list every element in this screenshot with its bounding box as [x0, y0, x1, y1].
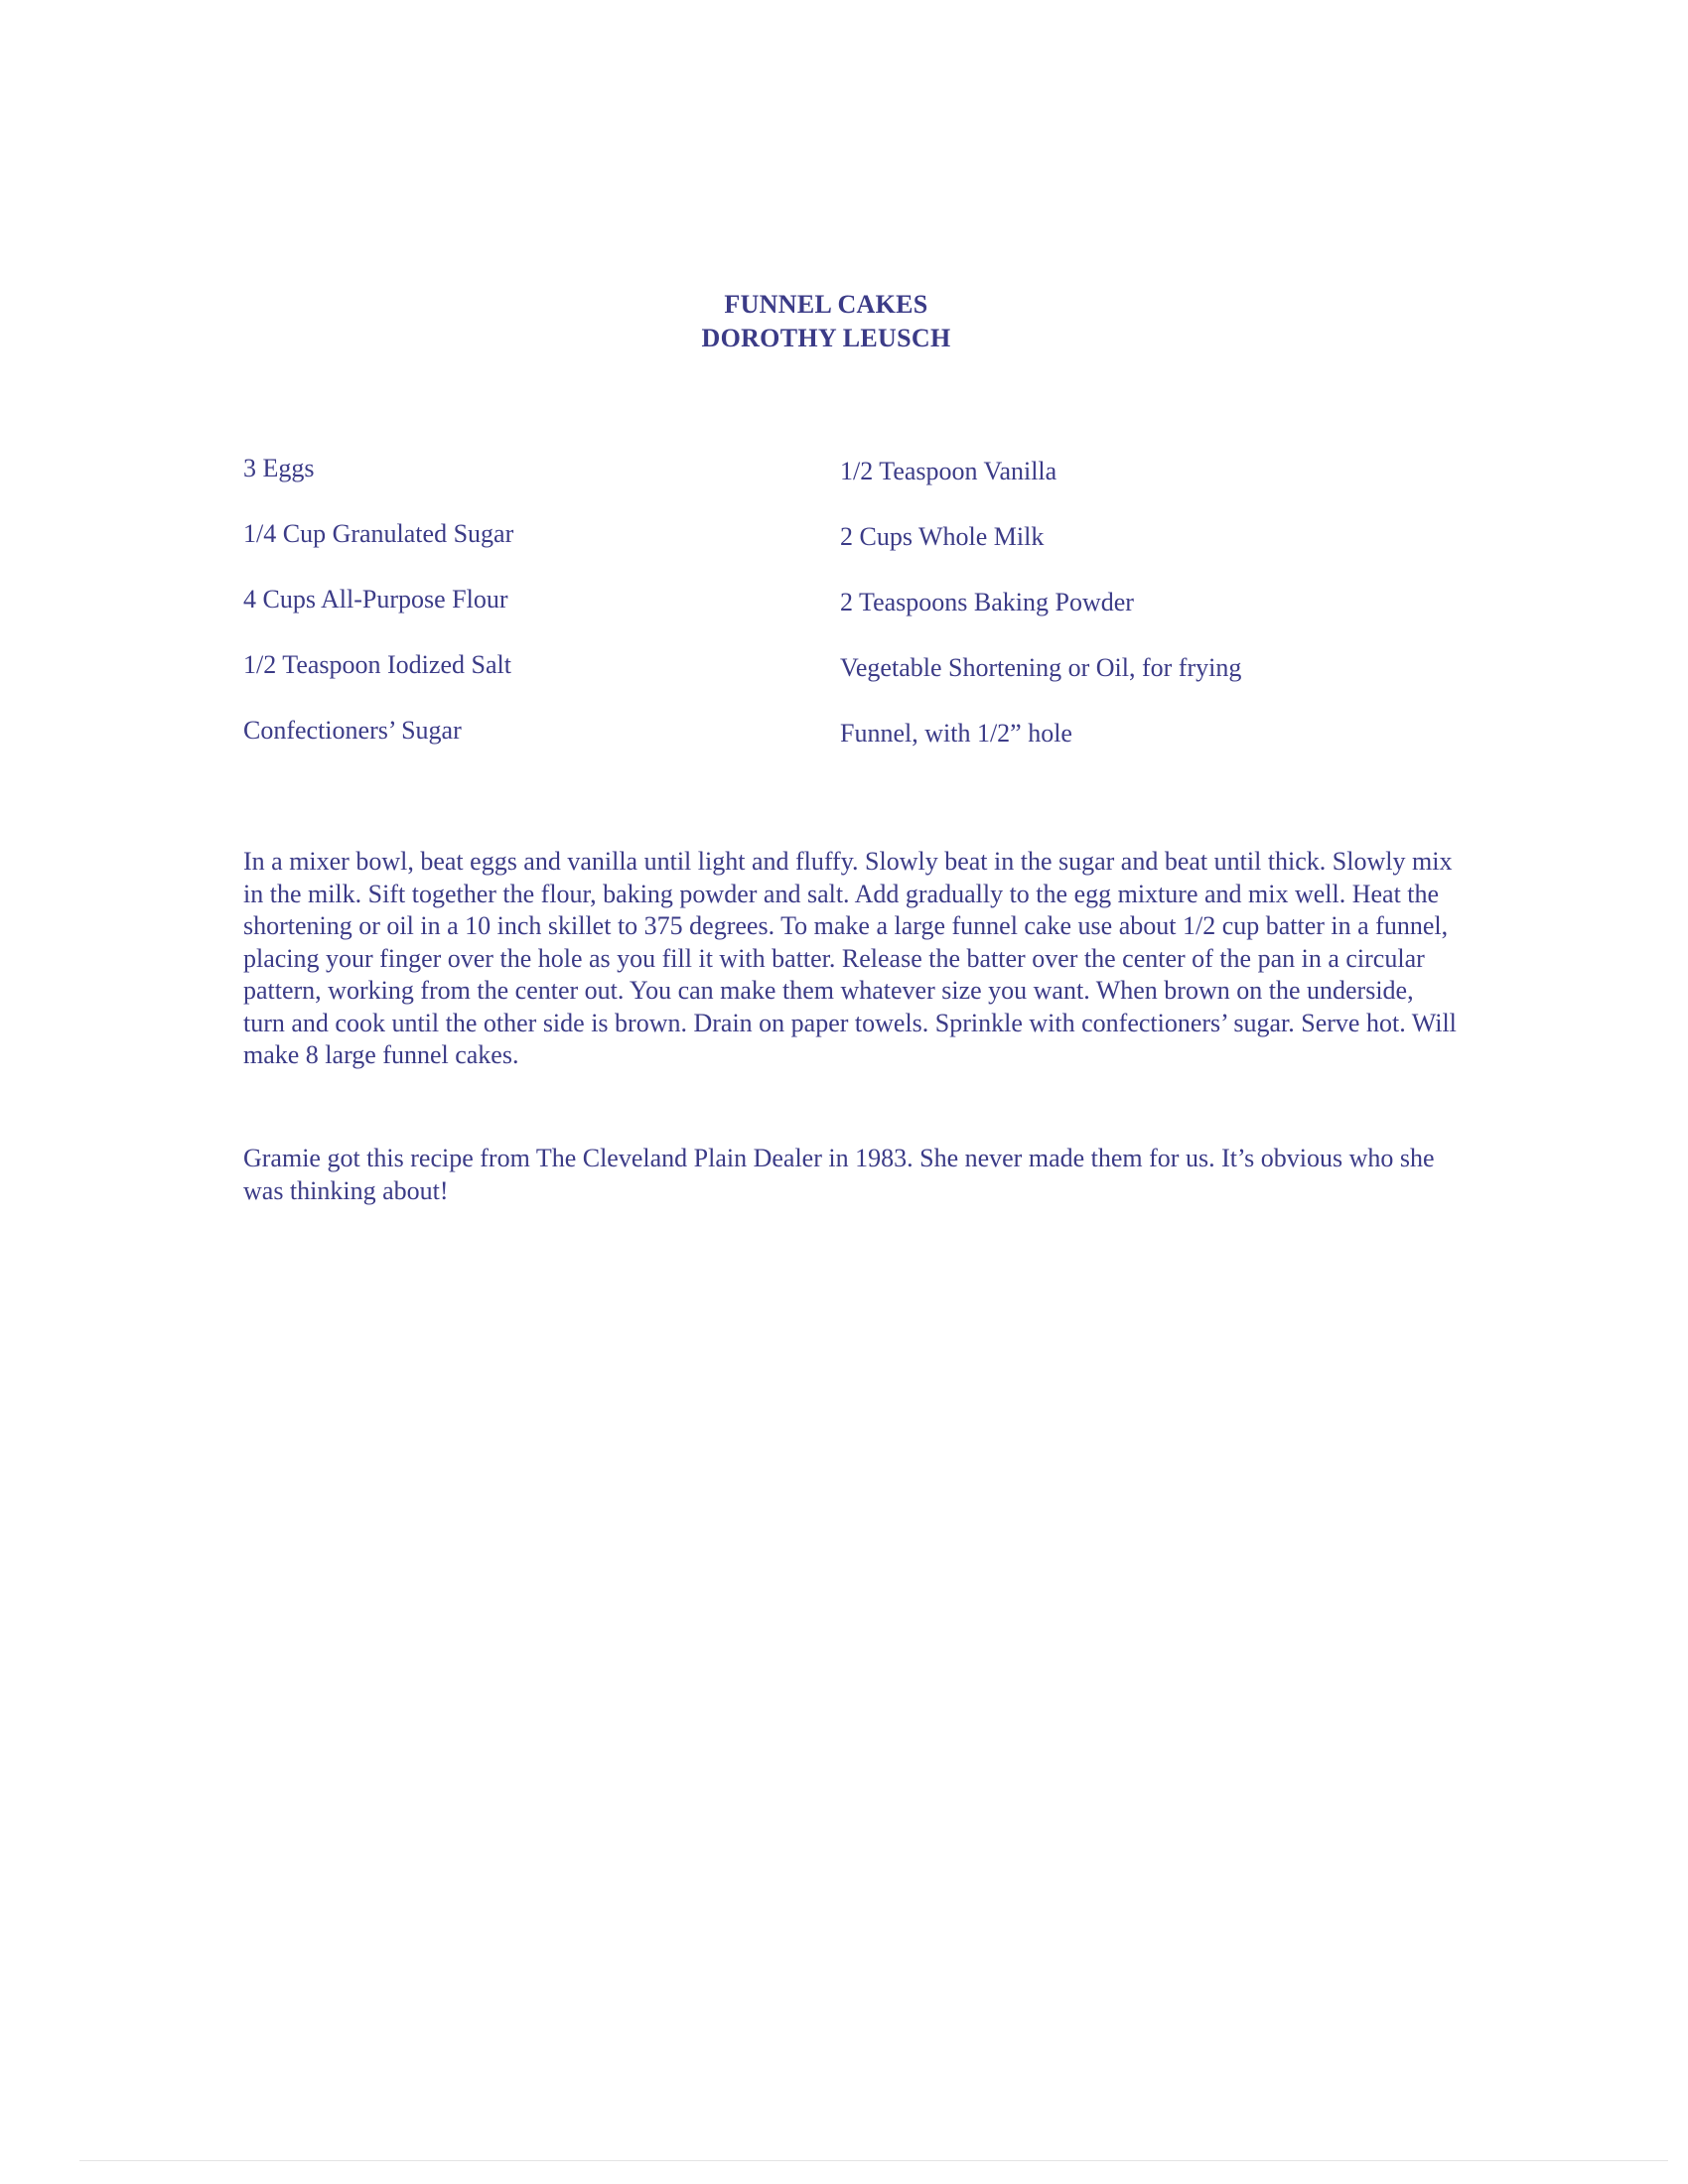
ingredient-item: 4 Cups All-Purpose Flour — [243, 585, 508, 614]
ingredient-item: 1/2 Teaspoon Vanilla — [840, 457, 1057, 485]
ingredient-item: 1/4 Cup Granulated Sugar — [243, 519, 514, 548]
ingredient-item: Vegetable Shortening or Oil, for frying — [840, 653, 1242, 682]
recipe-note: Gramie got this recipe from The Cleveland Plain Dealer in 1983. She never made them for us. It’s obvious who she was thinking about! — [243, 1144, 1435, 1205]
ingredients-left-column — [243, 449, 513, 776]
scan-edge-line — [79, 2160, 1668, 2161]
ingredient-item: 2 Teaspoons Baking Powder — [840, 588, 1134, 616]
recipe-title — [0, 288, 1688, 355]
ingredient-item: 3 Eggs — [243, 454, 315, 482]
ingredient-item: Funnel, with 1/2” hole — [840, 719, 1072, 748]
ingredient-item: 2 Cups Whole Milk — [840, 522, 1045, 551]
ingredient-item: Confectioners’ Sugar — [243, 716, 462, 745]
ingredients-right-column — [840, 452, 1241, 779]
recipe-instructions: In a mixer bowl, beat eggs and vanilla until light and fluffy. Slowly beat in the sugar and beat until thick. Slowly mix in the milk. Sift together the flour, baking powder and salt. Add gradually to the egg mixture and mix well. Heat the shortening or oil in a 10 inch skillet to 375 degrees. To make a large funnel cake use about 1/2 cup batter in a funnel, placing your finger over the hole as you fill it with batter. Release the batter over the center of the pan in a circular pattern, working from the center out. You can make them whatever size you want. When brown on the underside, turn and cook until the other side is brown. Drain on paper towels. Sprinkle with confectioners’ sugar. Serve hot. Will make 8 large funnel cakes. — [243, 847, 1457, 1069]
ingredient-item: 1/2 Teaspoon Iodized Salt — [243, 650, 511, 679]
recipe-name: FUNNEL CAKES — [724, 290, 928, 319]
recipe-author: DOROTHY LEUSCH — [701, 324, 951, 352]
